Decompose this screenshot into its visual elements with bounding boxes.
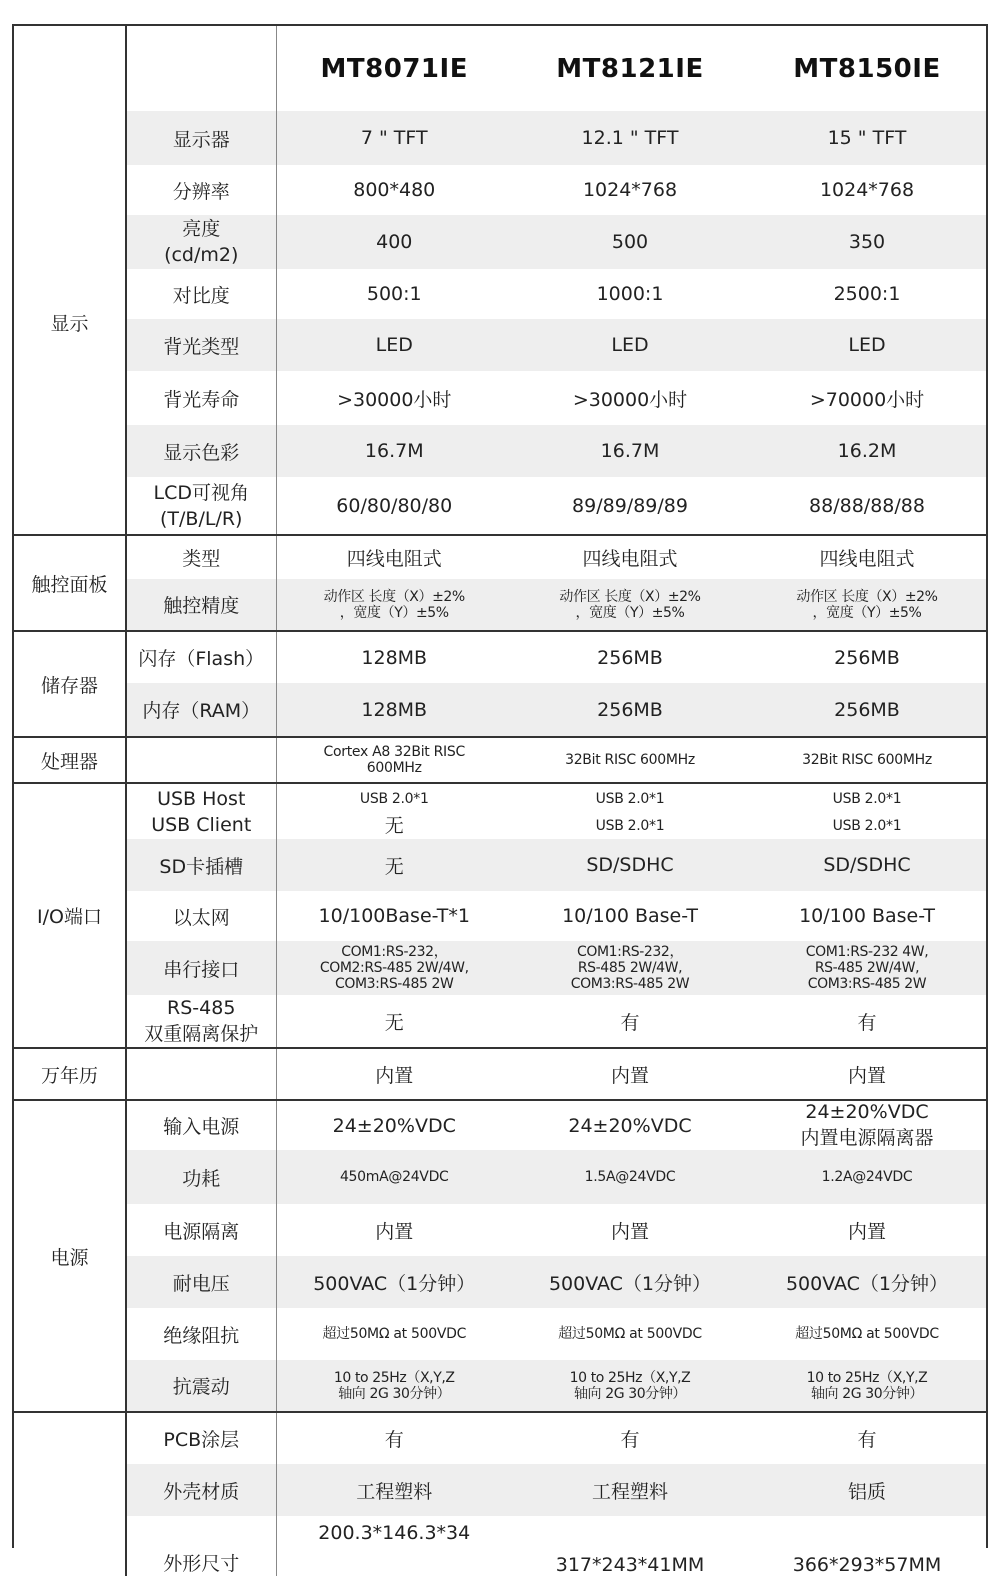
spec-value: 256MB xyxy=(512,631,748,683)
group-power: 电源 xyxy=(14,1100,126,1412)
value-line: COM1:RS-232 4W, xyxy=(805,944,929,960)
model-name: MT8150IE xyxy=(793,53,941,84)
spec-label-line: USB Host xyxy=(157,787,246,810)
value-line: RS-485 2W/4W, xyxy=(577,960,683,976)
spec-value: SD/SDHC xyxy=(512,839,748,891)
spec-value: 10/100 Base-T xyxy=(799,905,935,927)
spec-label: 抗震动 xyxy=(126,1360,276,1412)
group-storage: 储存器 xyxy=(14,631,126,737)
spec-value: LED xyxy=(512,319,748,371)
value-line: COM1:RS-232， xyxy=(341,944,448,960)
value-line: USB 2.0*1 xyxy=(832,790,902,807)
spec-row-housing xyxy=(14,1464,986,1516)
spec-value: 12.1 " TFT xyxy=(512,111,748,165)
spec-label-line: 双重隔离保护 xyxy=(144,1023,259,1045)
spec-value xyxy=(512,941,748,995)
value-line: USB 2.0*1 xyxy=(595,817,665,834)
spec-value: 工程塑料 xyxy=(512,1464,748,1516)
spec-label: 显示器 xyxy=(126,111,276,165)
spec-value xyxy=(276,579,512,631)
spec-label xyxy=(126,783,276,839)
value-line: 无 xyxy=(384,814,404,837)
value-line: 动作区 长度（X）±2% xyxy=(796,588,938,605)
spec-value: 400 xyxy=(276,215,512,269)
spec-value: 89/89/89/89 xyxy=(572,494,688,517)
spec-value xyxy=(276,783,512,839)
spec-label xyxy=(126,215,276,269)
value-line: 内置电源隔离器 xyxy=(800,1127,934,1149)
spec-row-touch-accuracy xyxy=(14,579,986,631)
spec-label-line: (T/B/L/R) xyxy=(160,507,243,530)
spec-row-brightness xyxy=(14,215,986,269)
spec-value xyxy=(748,579,986,631)
spec-value: 内置 xyxy=(375,1220,414,1243)
spec-value: 超过50MΩ at 500VDC xyxy=(322,1326,467,1342)
spec-label: 串行接口 xyxy=(126,941,276,995)
spec-label: PCB涂层 xyxy=(126,1412,276,1464)
spec-value: 7 " TFT xyxy=(276,111,512,165)
spec-value: 256MB xyxy=(748,683,986,737)
spec-value: 500VAC（1分钟） xyxy=(748,1256,986,1308)
spec-label: 内存（RAM） xyxy=(126,683,276,737)
spec-value: LED xyxy=(748,319,986,371)
spec-value: 88/88/88/88 xyxy=(809,494,925,517)
value-line: 10 to 25Hz（X,Y,Z xyxy=(569,1369,691,1386)
spec-value: >30000小时 xyxy=(572,388,688,411)
spec-value: 四线电阻式 xyxy=(276,535,512,579)
spec-value: 内置 xyxy=(276,1048,512,1100)
spec-row-resolution xyxy=(14,165,986,215)
spec-row-screen xyxy=(14,111,986,165)
spec-label: 绝缘阻抗 xyxy=(126,1308,276,1360)
spec-value: 60/80/80/80 xyxy=(336,494,453,517)
model-name: MT8071IE xyxy=(320,53,468,84)
spec-value: 有 xyxy=(748,1412,986,1464)
value-line: 轴向 2G 30分钟） xyxy=(573,1385,687,1402)
spec-value: 内置 xyxy=(847,1220,886,1243)
spec-value: 500VAC（1分钟） xyxy=(276,1256,512,1308)
value-line: 24±20%VDC xyxy=(805,1101,929,1123)
value-line: 动作区 长度（X）±2% xyxy=(559,588,701,605)
spec-value: 500 xyxy=(512,215,748,269)
spec-label: 外形尺寸 xyxy=(126,1516,276,1576)
value-line: USB 2.0*1 xyxy=(595,790,665,807)
spec-label: 类型 xyxy=(126,535,276,579)
spec-row-contrast xyxy=(14,269,986,319)
spec-value: LED xyxy=(276,319,512,371)
spec-value: 1024*768 xyxy=(819,179,915,201)
spec-value xyxy=(276,1360,512,1412)
spec-value xyxy=(512,579,748,631)
spec-label: 以太网 xyxy=(126,891,276,941)
spec-value xyxy=(748,737,986,783)
group-display: 显示 xyxy=(14,111,126,535)
spec-label: 电源隔离 xyxy=(126,1204,276,1256)
spec-value: 四线电阻式 xyxy=(512,535,748,579)
value-line: COM2:RS-485 2W/4W, xyxy=(319,960,469,976)
spec-value: SD/SDHC xyxy=(748,839,986,891)
spec-value: 有 xyxy=(620,1011,640,1034)
spec-value xyxy=(512,783,748,839)
spec-value: 256MB xyxy=(512,683,748,737)
spec-value: 24±20%VDC xyxy=(276,1100,512,1150)
spec-value: 有 xyxy=(857,1011,877,1034)
value-line: USB 2.0*1 xyxy=(359,790,429,807)
value-line: 10 to 25Hz（X,Y,Z xyxy=(806,1369,928,1386)
spec-value xyxy=(276,737,512,783)
spec-value: 366*293*57MM xyxy=(792,1554,942,1576)
spec-value: 1024*768 xyxy=(582,179,678,201)
spec-row-backlight-life xyxy=(14,371,986,425)
spec-row-backlight xyxy=(14,319,986,371)
spec-row-touch-type xyxy=(14,535,986,579)
spec-value: 铝质 xyxy=(748,1464,986,1516)
spec-table xyxy=(14,26,986,1576)
spec-value: 超过50MΩ at 500VDC xyxy=(795,1326,939,1342)
spec-value: 有 xyxy=(512,1412,748,1464)
spec-value: 24±20%VDC xyxy=(512,1100,748,1150)
group-touch: 触控面板 xyxy=(14,535,126,631)
value-line: 10 to 25Hz（X,Y,Z xyxy=(333,1369,455,1386)
spec-label: 对比度 xyxy=(126,269,276,319)
spec-value: 128MB xyxy=(276,683,512,737)
spec-label: SD卡插槽 xyxy=(126,839,276,891)
header-label-cell xyxy=(126,26,276,111)
spec-value: 四线电阻式 xyxy=(748,535,986,579)
spec-row-power-isolation xyxy=(14,1204,986,1256)
spec-row-rs485-isolation xyxy=(14,995,986,1048)
spec-label xyxy=(126,477,276,535)
spec-label: 功耗 xyxy=(126,1150,276,1204)
spec-value: 10/100 Base-T xyxy=(562,905,698,927)
spec-value: 有 xyxy=(276,1412,512,1464)
spec-value xyxy=(512,1360,748,1412)
spec-value: 10/100Base-T*1 xyxy=(318,905,470,927)
spec-label: 耐电压 xyxy=(126,1256,276,1308)
spec-value: 15 " TFT xyxy=(748,111,986,165)
model-name: MT8121IE xyxy=(556,53,704,84)
spec-label: 分辨率 xyxy=(126,165,276,215)
spec-value xyxy=(748,1360,986,1412)
spec-row-insulation xyxy=(14,1308,986,1360)
spec-label-line: 亮度 xyxy=(182,218,221,240)
spec-value: 内置 xyxy=(610,1220,649,1243)
spec-row-withstand-voltage xyxy=(14,1256,986,1308)
spec-value: 1.5A@24VDC xyxy=(512,1150,748,1204)
spec-row-serial xyxy=(14,941,986,995)
spec-value: 超过50MΩ at 500VDC xyxy=(558,1326,702,1342)
spec-value: 16.2M xyxy=(748,425,986,477)
spec-value: >70000小时 xyxy=(809,388,925,411)
model-header-row xyxy=(14,26,986,111)
spec-label xyxy=(126,995,276,1048)
spec-label: 触控精度 xyxy=(126,579,276,631)
spec-row-usb xyxy=(14,783,986,839)
spec-row-processor xyxy=(14,737,986,783)
spec-value: 317*243*41MM xyxy=(555,1554,705,1576)
value-line: 动作区 长度（X）±2% xyxy=(323,588,465,605)
spec-value xyxy=(276,941,512,995)
value-line: ，宽度（Y）±5% xyxy=(812,604,922,621)
value-line: 轴向 2G 30分钟） xyxy=(338,1385,451,1402)
spec-value xyxy=(748,941,986,995)
spec-label: 外壳材质 xyxy=(126,1464,276,1516)
value-line: ，宽度（Y）±5% xyxy=(339,604,449,621)
spec-row-power-input xyxy=(14,1100,986,1150)
value-line: COM3:RS-485 2W xyxy=(335,976,454,992)
value-line: 600MHz xyxy=(366,760,422,776)
value-line: 32Bit RISC 600MHz xyxy=(565,752,695,768)
value-line: RS-485 2W/4W, xyxy=(814,960,920,976)
value-line: ，宽度（Y）±5% xyxy=(575,604,685,621)
spec-value: 工程塑料 xyxy=(276,1464,512,1516)
spec-row-sd xyxy=(14,839,986,891)
spec-row-colors xyxy=(14,425,986,477)
spec-value: 500VAC（1分钟） xyxy=(512,1256,748,1308)
spec-value: 2500:1 xyxy=(833,283,901,305)
spec-label-line: LCD可视角 xyxy=(153,481,249,504)
spec-value: 128MB xyxy=(276,631,512,683)
spec-label: 输入电源 xyxy=(126,1100,276,1150)
spec-value: 500:1 xyxy=(366,283,422,305)
value-line: USB 2.0*1 xyxy=(832,817,902,834)
spec-value: 16.7M xyxy=(276,425,512,477)
spec-value: 200.3*146.3*34 xyxy=(318,1522,471,1544)
spec-value: 无 xyxy=(276,839,512,891)
spec-value: 350 xyxy=(748,215,986,269)
spec-value: 450mA@24VDC xyxy=(276,1150,512,1204)
spec-value: 16.7M xyxy=(512,425,748,477)
spec-label xyxy=(126,1048,276,1100)
group-io: I/O端口 xyxy=(14,783,126,1048)
spec-value: 无 xyxy=(384,1011,404,1034)
spec-row-vibration xyxy=(14,1360,986,1412)
spec-row-viewing-angle xyxy=(14,477,986,535)
spec-label: 背光类型 xyxy=(126,319,276,371)
spec-label: 背光寿命 xyxy=(126,371,276,425)
value-line: COM3:RS-485 2W xyxy=(570,976,690,992)
spec-row-power-consumption xyxy=(14,1150,986,1204)
spec-value: 1000:1 xyxy=(596,283,664,305)
spec-row-ethernet xyxy=(14,891,986,941)
spec-value: 256MB xyxy=(748,631,986,683)
spec-value: >30000小时 xyxy=(337,388,452,411)
spec-label-line: RS-485 xyxy=(167,997,236,1019)
spec-label: 闪存（Flash） xyxy=(126,631,276,683)
spec-value: 1.2A@24VDC xyxy=(748,1150,986,1204)
spec-label-line: (cd/m2) xyxy=(164,244,239,266)
value-line: 32Bit RISC 600MHz xyxy=(802,752,932,768)
spec-row-flash xyxy=(14,631,986,683)
spec-label: 显示色彩 xyxy=(126,425,276,477)
value-line: 轴向 2G 30分钟） xyxy=(810,1385,924,1402)
header-empty-cell xyxy=(14,26,126,111)
value-line: COM1:RS-232， xyxy=(576,944,684,960)
value-line: COM3:RS-485 2W xyxy=(807,976,927,992)
spec-row-dimensions xyxy=(14,1516,986,1576)
spec-row-rtc xyxy=(14,1048,986,1100)
spec-value xyxy=(512,737,748,783)
group-processor: 处理器 xyxy=(14,737,126,783)
spec-table-frame xyxy=(12,24,988,1576)
group-mechanical xyxy=(14,1412,126,1576)
spec-value: 内置 xyxy=(512,1048,748,1100)
value-line: Cortex A8 32Bit RISC xyxy=(323,744,465,760)
spec-value xyxy=(748,1100,986,1150)
group-rtc: 万年历 xyxy=(14,1048,126,1100)
spec-row-ram xyxy=(14,683,986,737)
spec-row-pcb xyxy=(14,1412,986,1464)
spec-label-line: USB Client xyxy=(151,813,252,836)
spec-label xyxy=(126,737,276,783)
spec-value: 800*480 xyxy=(353,179,436,201)
spec-value: 内置 xyxy=(748,1048,986,1100)
spec-value xyxy=(748,783,986,839)
